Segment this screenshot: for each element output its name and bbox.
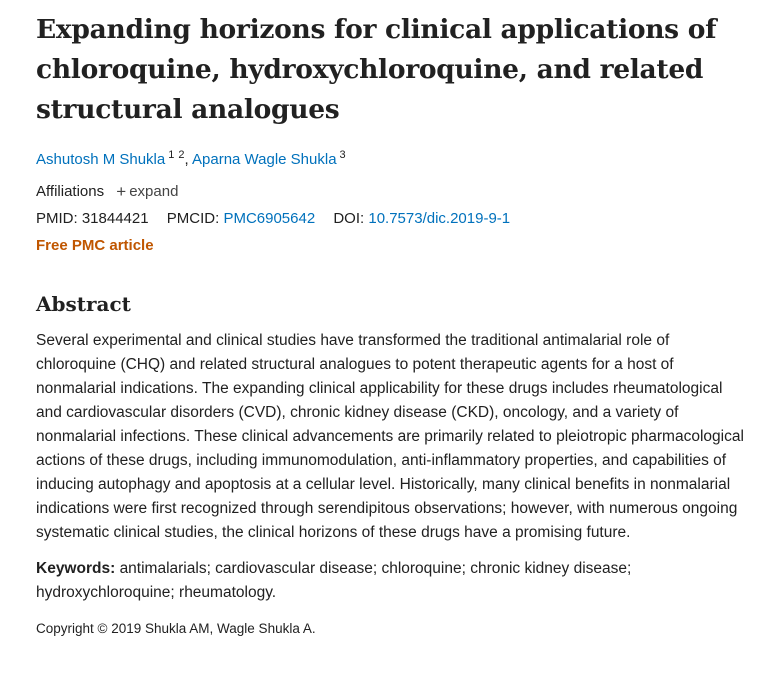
expand-label: expand xyxy=(129,183,179,200)
article-title: Expanding horizons for clinical applications of chloroquine, hydroxychloroquine, and related structural analogues xyxy=(36,14,717,125)
doi-link[interactable]: 10.7573/dic.2019-9-1 xyxy=(368,210,511,227)
free-pmc-badge: Free PMC article xyxy=(36,237,154,254)
author-list xyxy=(36,150,761,170)
pmid-label: PMID: xyxy=(36,210,78,227)
copyright-notice: Copyright © 2019 Shukla AM, Wagle Shukla A. xyxy=(36,621,316,636)
affiliations-row xyxy=(36,182,761,202)
author-separator: , xyxy=(184,151,189,168)
abstract-text: Several experimental and clinical studies have transformed the traditional antimalarial role of chloroquine (CHQ) and related structural analogues to potent therapeutic agents for a host of nonmalarial indications. The expanding clinical applicability for these drugs includes rheumatological and cardiovascular disorders (CVD), chronic kidney disease (CKD), oncology, and a variety of nonmalarial infections. These clinical advancements are primarily related to pleiotropic pharmacological actions of these drugs, including immunomodulation, anti-inflammatory properties, and capabilities of inducing autophagy and apoptosis at a cellular level. Historically, many clinical benefits in nonmalarial indications were first recognized through serendipitous observations; however, with numerous ongoing systematic clinical studies, the clinical horizons of these drugs have a promising future. xyxy=(36,332,744,541)
keywords-label: Keywords: xyxy=(36,560,116,577)
keywords xyxy=(36,557,751,605)
expand-affiliations-button[interactable] xyxy=(116,183,178,200)
affiliation-ref-3[interactable]: 3 xyxy=(339,149,346,161)
doi-label: DOI: xyxy=(333,210,365,227)
article-identifiers xyxy=(36,209,761,229)
article-page xyxy=(36,0,761,639)
keywords-text: antimalarials; cardiovascular disease; chloroquine; chronic kidney disease; hydroxychloroquine; rheumatology. xyxy=(36,560,632,601)
pmid-value: 31844421 xyxy=(81,210,149,227)
abstract-heading: Abstract xyxy=(36,292,131,316)
affiliation-ref-1[interactable]: 1 xyxy=(168,149,175,161)
affiliation-ref-2[interactable]: 2 xyxy=(178,149,185,161)
pmcid-link[interactable]: PMC6905642 xyxy=(223,210,316,227)
pmcid-label: PMCID: xyxy=(166,210,220,227)
affiliations-label: Affiliations xyxy=(36,183,105,200)
plus-icon: + xyxy=(116,182,127,201)
author-link-aparna-wagle-shukla[interactable]: Aparna Wagle Shukla xyxy=(192,151,337,168)
author-link-ashutosh-shukla[interactable]: Ashutosh M Shukla xyxy=(36,151,166,168)
